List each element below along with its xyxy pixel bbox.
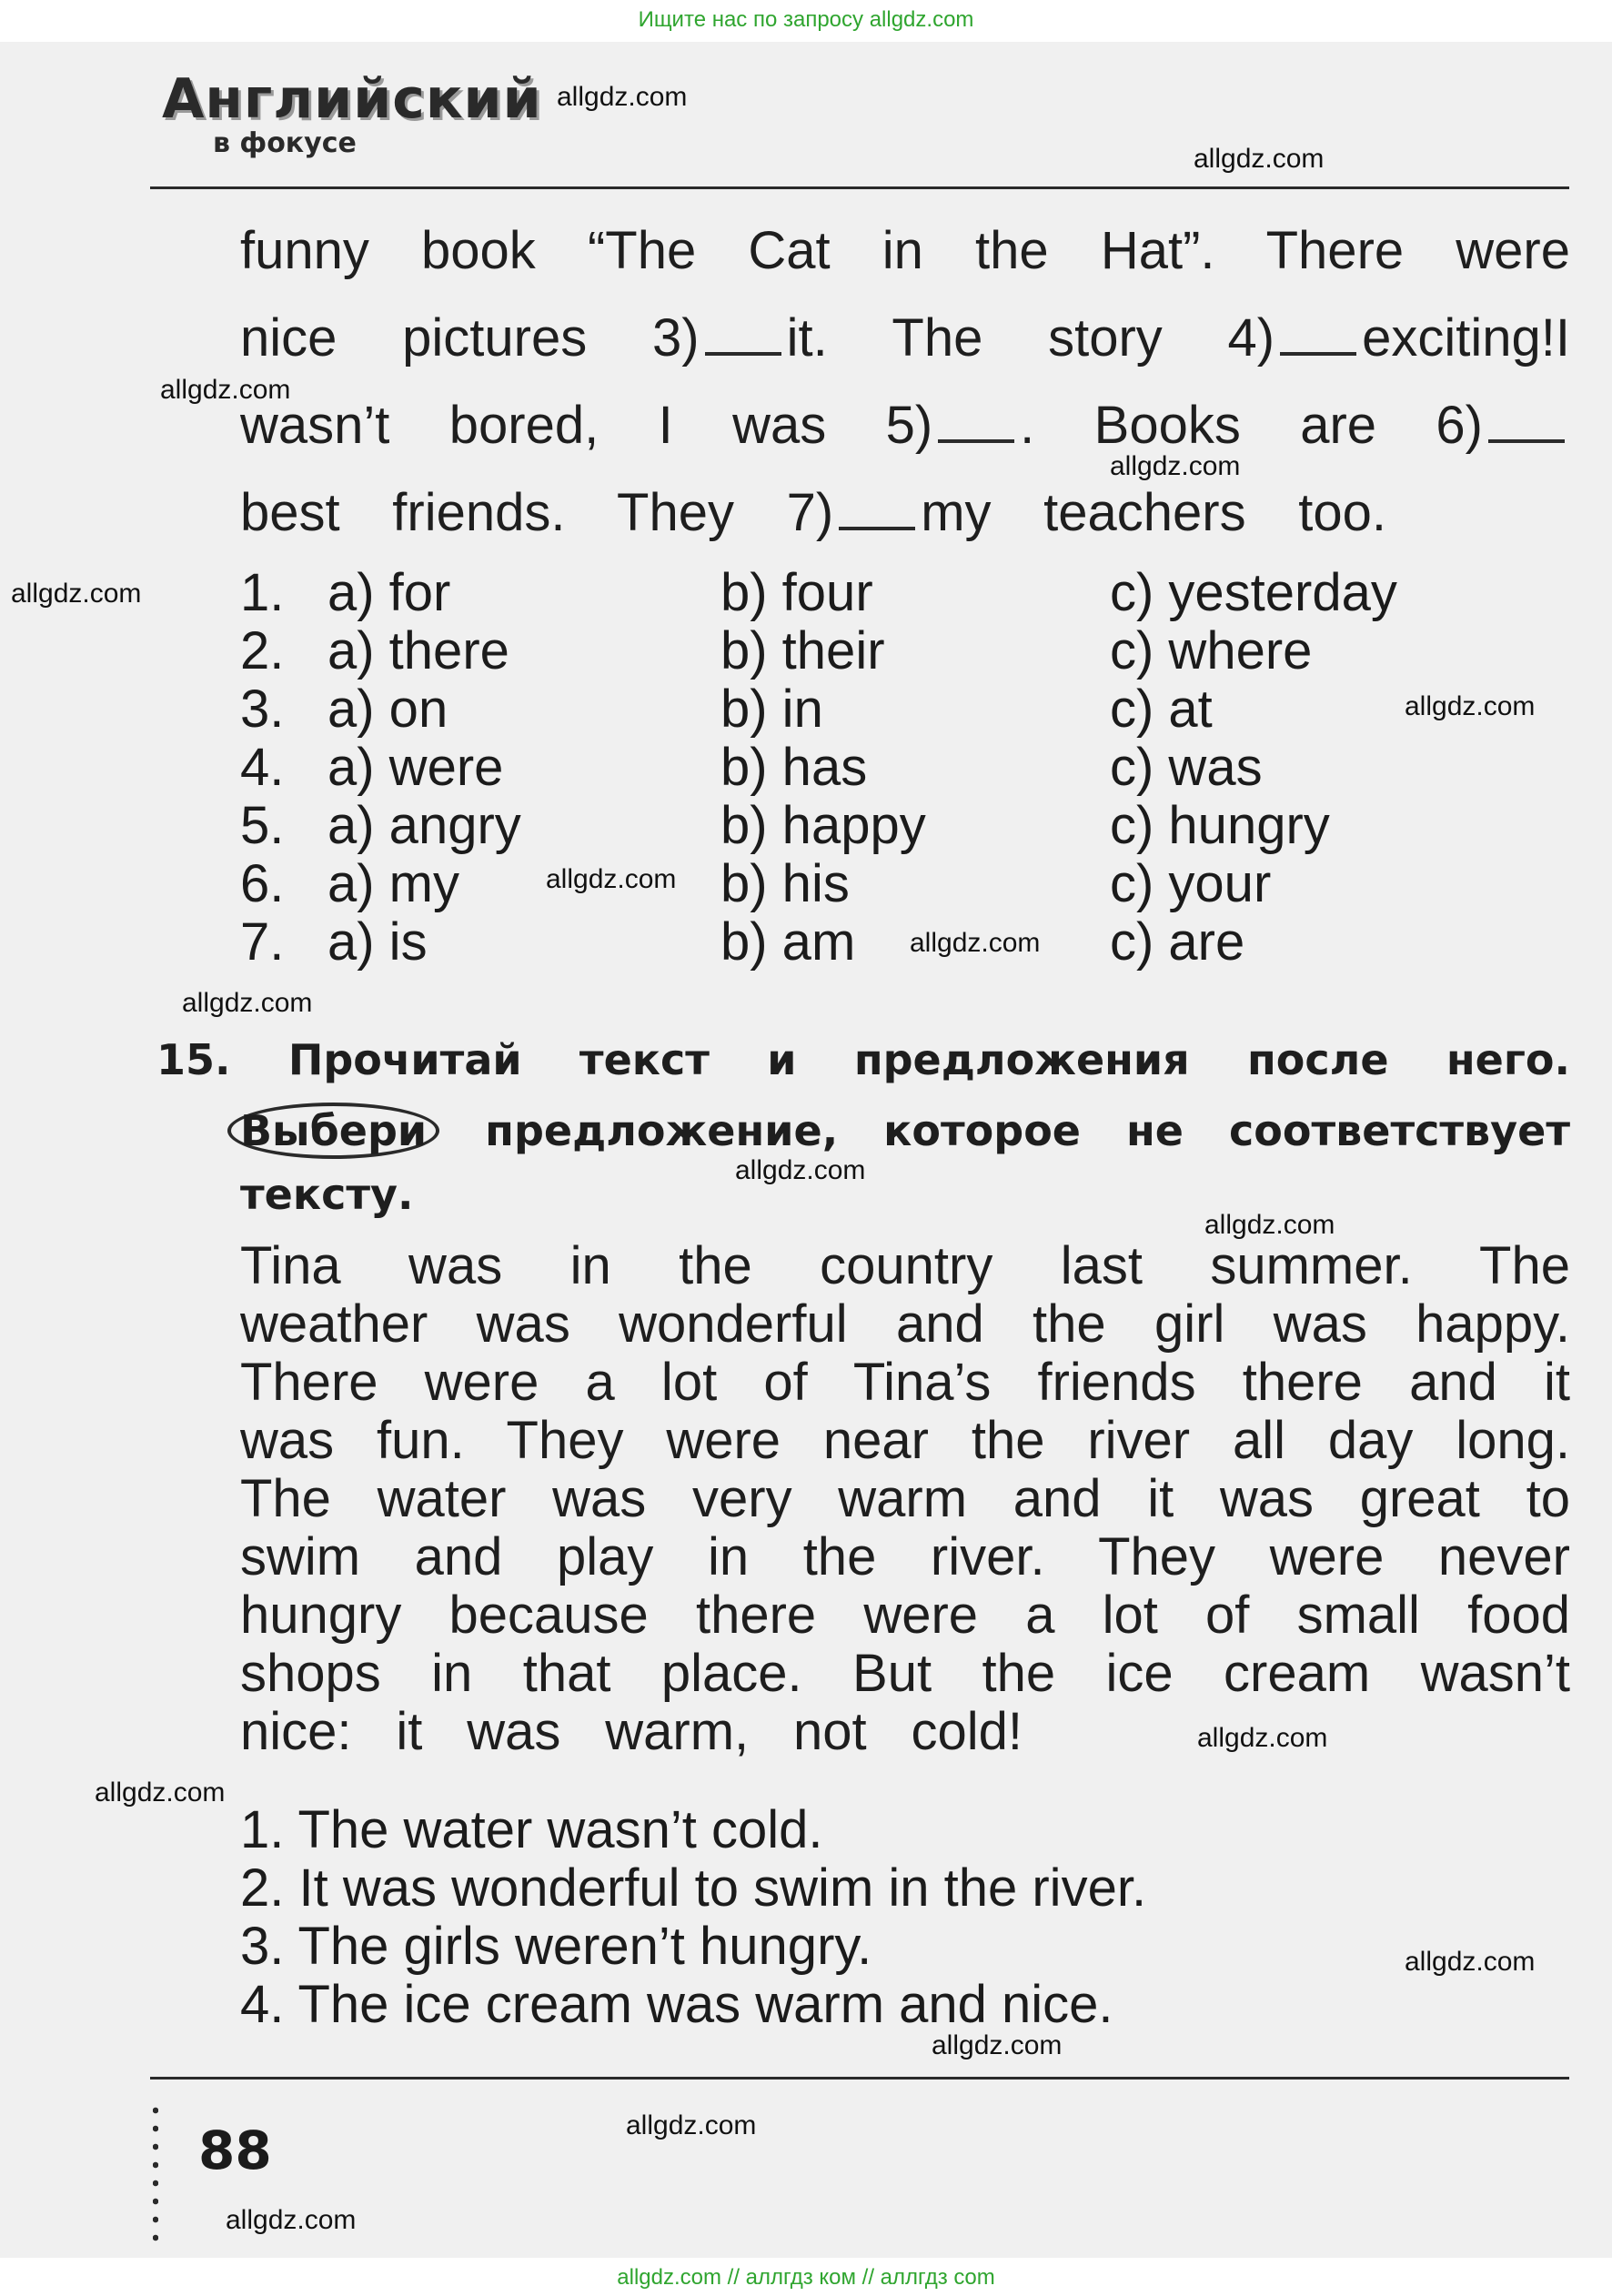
blank-7 — [839, 526, 915, 530]
statement-4: 4. The ice cream was warm and nice. — [240, 1975, 1113, 2034]
book-logo-subtitle: в фокусе — [213, 127, 357, 159]
watermark: allgdz.com — [626, 2110, 757, 2140]
option-a: a) for — [327, 563, 451, 622]
watermark: allgdz.com — [1197, 1723, 1328, 1753]
watermark: allgdz.com — [160, 375, 291, 405]
option-row-3 — [240, 680, 1587, 739]
option-row-2 — [240, 622, 1587, 680]
option-a: a) angry — [327, 796, 521, 855]
story-line-5: The water was very warm and it was great to — [240, 1469, 1570, 1528]
option-b: b) am — [720, 912, 856, 972]
option-row-1 — [240, 564, 1587, 622]
option-number: 4. — [240, 738, 285, 797]
option-row-5 — [240, 797, 1587, 855]
option-b: b) in — [720, 680, 823, 739]
watermark: allgdz.com — [1405, 1947, 1536, 1977]
watermark: allgdz.com — [95, 1777, 226, 1808]
option-b: b) their — [720, 621, 885, 680]
option-c: c) are — [1110, 912, 1245, 972]
circled-word: Выбери — [227, 1103, 439, 1159]
option-b: b) happy — [720, 796, 926, 855]
option-b: b) four — [720, 563, 873, 622]
option-a: a) on — [327, 680, 448, 739]
passage-line-4: best friends. They 7) my teachers too. — [240, 483, 1386, 542]
footer-rule — [150, 2077, 1569, 2079]
option-c: c) hungry — [1110, 796, 1330, 855]
top-banner[interactable]: Ищите нас по запросу allgdz.com — [638, 7, 974, 32]
header-rule — [150, 186, 1569, 189]
option-number: 7. — [240, 912, 285, 972]
option-c: c) your — [1110, 854, 1272, 913]
option-number: 6. — [240, 854, 285, 913]
option-c: c) was — [1110, 738, 1263, 797]
option-a: a) there — [327, 621, 509, 680]
watermark: allgdz.com — [546, 864, 677, 894]
book-logo-title: Английский — [162, 67, 542, 131]
bottom-banner[interactable]: allgdz.com // аллгдз ком // аллгдз com — [0, 2260, 1612, 2296]
task-15-instruction-line: Выбери предложение, которое не соответствует — [240, 1103, 1570, 1159]
story-line-2: weather was wonderful and the girl was happy. — [240, 1294, 1570, 1354]
watermark: allgdz.com — [910, 928, 1041, 958]
option-c: c) at — [1110, 680, 1213, 739]
story-line-6: swim and play in the river. They were never — [240, 1527, 1570, 1586]
watermark: allgdz.com — [1405, 691, 1536, 721]
story-line-4: was fun. They were near the river all day long. — [240, 1411, 1570, 1470]
passage-line-2: nice pictures 3) it. The story 4) exciting!I — [240, 308, 1570, 368]
option-a: a) my — [327, 854, 459, 913]
option-c: c) where — [1110, 621, 1313, 680]
option-c: c) yesterday — [1110, 563, 1397, 622]
story-line-8: shops in that place. But the ice cream wasn’t — [240, 1644, 1570, 1703]
watermark: allgdz.com — [932, 2030, 1063, 2060]
option-row-6 — [240, 855, 1587, 913]
page-number: 88 — [198, 2120, 272, 2181]
blank-5 — [938, 438, 1014, 443]
task-15-instruction-end: тексту. — [240, 1170, 414, 1219]
option-number: 1. — [240, 563, 285, 622]
passage-line-1: funny book “The Cat in the Hat”. There were — [240, 221, 1570, 280]
watermark: allgdz.com — [735, 1155, 866, 1185]
watermark: allgdz.com — [11, 579, 142, 609]
story-line-9: nice: it was warm, not cold! — [240, 1702, 1023, 1761]
option-a: a) is — [327, 912, 428, 972]
story-line-7: hungry because there were a lot of small food — [240, 1586, 1570, 1645]
task-15-heading: 15. Прочитай текст и предложения после него. — [156, 1035, 1570, 1084]
watermark: allgdz.com — [182, 988, 313, 1018]
option-number: 2. — [240, 621, 285, 680]
statement-3: 3. The girls weren’t hungry. — [240, 1917, 872, 1976]
blank-6 — [1488, 438, 1565, 443]
passage-line-3: wasn’t bored, I was 5) . Books are 6) — [240, 397, 1570, 455]
story-line-3: There were a lot of Tina’s friends there and it — [240, 1353, 1570, 1412]
watermark: allgdz.com — [1204, 1210, 1335, 1240]
option-number: 3. — [240, 680, 285, 739]
watermark: allgdz.com — [1110, 451, 1241, 481]
watermark: allgdz.com — [226, 2205, 357, 2235]
option-row-4 — [240, 739, 1587, 797]
statement-1: 1. The water wasn’t cold. — [240, 1800, 823, 1859]
option-a: a) were — [327, 738, 504, 797]
story-line-1: Tina was in the country last summer. The — [240, 1236, 1570, 1295]
statement-2: 2. It was wonderful to swim in the river. — [240, 1858, 1147, 1918]
option-b: b) has — [720, 738, 868, 797]
option-b: b) his — [720, 854, 850, 913]
blank-4 — [1280, 351, 1356, 356]
watermark: allgdz.com — [557, 82, 688, 112]
option-number: 5. — [240, 796, 285, 855]
page-edge-dots — [153, 2101, 158, 2247]
blank-3 — [705, 351, 781, 356]
watermark: allgdz.com — [1194, 144, 1325, 174]
